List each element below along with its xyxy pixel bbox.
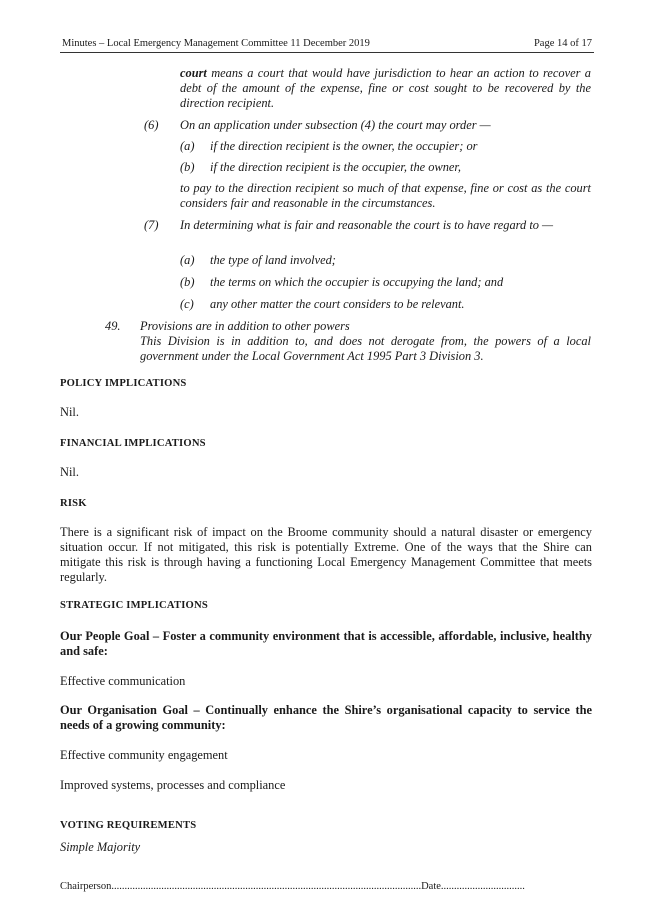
people-goal: Our People Goal – Foster a community environment that is accessible, affordable, inclusive, healthy and safe: — [60, 629, 592, 658]
subsection-6a-text: if the direction recipient is the owner, the occupier; or — [210, 139, 478, 153]
subsection-6b-number: (b) — [180, 160, 195, 174]
voting-requirements-heading: VOTING REQUIREMENTS — [60, 820, 197, 831]
subsection-7-text: In determining what is fair and reasonable the court is to have regard to — — [180, 218, 554, 232]
court-definition — [180, 66, 591, 111]
section-49-number: 49. — [105, 319, 121, 333]
policy-implications-heading: POLICY IMPLICATIONS — [60, 378, 187, 389]
subsection-6-number: (6) — [144, 118, 159, 132]
organisation-goal-item-2: Improved systems, processes and compliance — [60, 778, 286, 792]
subsection-7b-number: (b) — [180, 275, 195, 289]
subsection-7-number: (7) — [144, 218, 159, 232]
people-goal-item: Effective communication — [60, 674, 186, 688]
risk-heading: RISK — [60, 498, 87, 509]
subsection-7b-text: the terms on which the occupier is occupying the land; and — [210, 275, 504, 289]
subsection-7a-text: the type of land involved; — [210, 253, 336, 267]
court-definition-text: means a court that would have jurisdiction to hear an action to recover a debt of the amount of the expense, fine or cost sought to be recovered by the direction recipient. — [180, 66, 591, 110]
voting-requirements-body: Simple Majority — [60, 840, 141, 854]
page-header — [62, 38, 592, 49]
header-rule — [60, 52, 594, 53]
policy-implications-body: Nil. — [60, 405, 79, 419]
court-term: court — [180, 66, 207, 80]
subsection-6b-text: if the direction recipient is the occupier, the owner, — [210, 160, 461, 174]
subsection-6a-number: (a) — [180, 139, 195, 153]
page-number: Page 14 of 17 — [533, 38, 592, 49]
subsection-6-text: On an application under subsection (4) the court may order — — [180, 118, 491, 132]
subsection-6-tail: to pay to the direction recipient so much of that expense, fine or cost as the court considers fair and reasonable in the circumstances. — [180, 181, 591, 210]
organisation-goal-item-1: Effective community engagement — [60, 748, 228, 762]
chairperson-signature-line: Chairperson......................................................................................................................Date................................ — [60, 881, 525, 892]
financial-implications-body: Nil. — [60, 465, 79, 479]
header-title: Minutes – Local Emergency Management Committee 11 December 2019 — [62, 38, 370, 49]
subsection-7c-text: any other matter the court considers to be relevant. — [210, 297, 465, 311]
financial-implications-heading: FINANCIAL IMPLICATIONS — [60, 438, 206, 449]
subsection-7a-number: (a) — [180, 253, 195, 267]
subsection-7c-number: (c) — [180, 297, 194, 311]
strategic-implications-heading: STRATEGIC IMPLICATIONS — [60, 600, 208, 611]
risk-body: There is a significant risk of impact on the Broome community should a natural disaster or emergency situation occur. If not mitigated, this risk is potentially Extreme. One of the ways that the Shire can mitigate this risk is through having a functioning Local Emergency Management Committee that meets regularly. — [60, 525, 592, 584]
section-49-title: Provisions are in addition to other powers — [140, 319, 350, 333]
organisation-goal: Our Organisation Goal – Continually enhance the Shire’s organisational capacity to service the needs of a growing community: — [60, 703, 592, 732]
section-49-text: This Division is in addition to, and does not derogate from, the powers of a local government under the Local Government Act 1995 Part 3 Division 3. — [140, 334, 591, 363]
